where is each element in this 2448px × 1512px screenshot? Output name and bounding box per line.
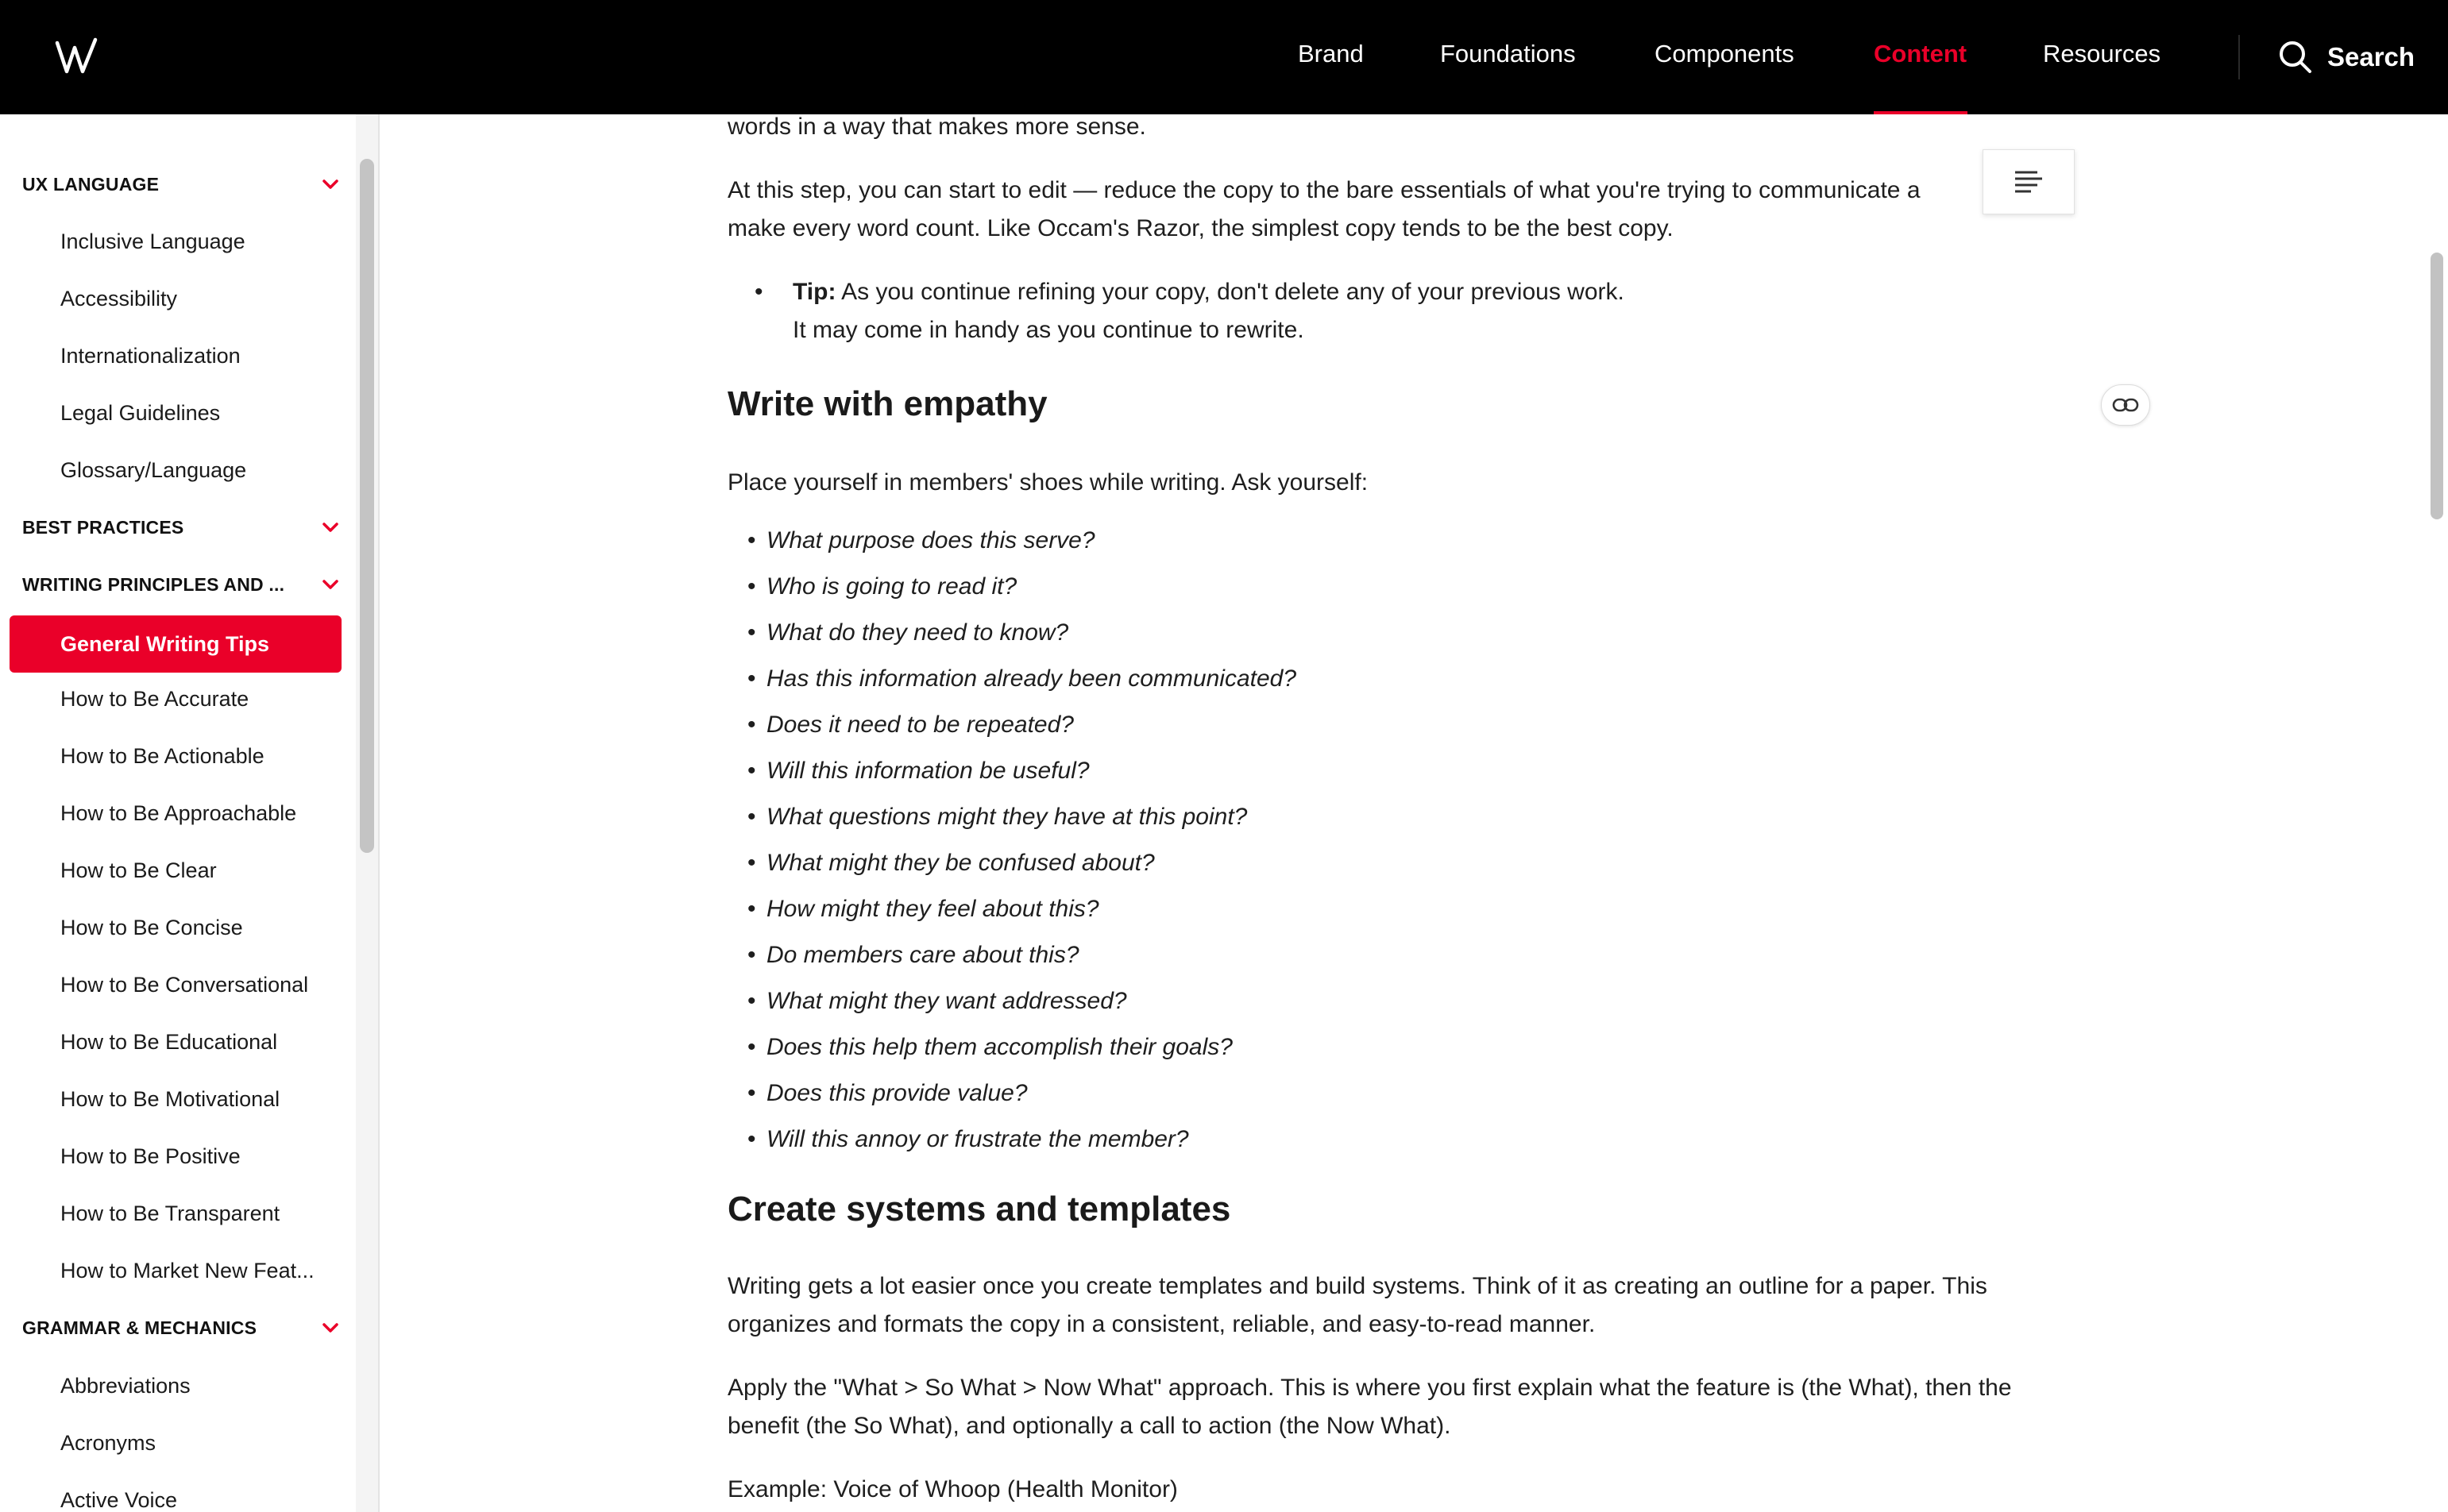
systems-paragraph-line-1: Writing gets a lot easier once you create templates and build systems. Think of it as creating an outline for a paper. This: [728, 1273, 1987, 1299]
heading-create-systems-and-templates: Create systems and templates: [728, 1190, 1231, 1228]
question-item: • Does this help them accomplish their goals?: [747, 1034, 1233, 1060]
page-scrollbar-thumb[interactable]: [2431, 253, 2443, 519]
sidebar-item-how-to-be-transparent[interactable]: How to Be Transparent: [60, 1201, 280, 1225]
nav-brand[interactable]: Brand: [1298, 40, 1364, 68]
intro-paragraph-tail: words in a way that makes more sense.: [728, 114, 1146, 140]
sidebar-section-label: GRAMMAR & MECHANICS: [22, 1317, 257, 1338]
approach-paragraph-line-1: Apply the "What > So What > Now What" approach. This is where you first explain what the feature is (the What), then the: [728, 1375, 2012, 1401]
nav-content[interactable]: Content: [1874, 40, 1967, 68]
nav-components[interactable]: Components: [1655, 40, 1794, 68]
question-item: • How might they feel about this?: [747, 896, 1099, 922]
sidebar-scrollbar-thumb[interactable]: [360, 159, 374, 853]
question-item: • What might they be confused about?: [747, 850, 1155, 876]
sidebar-item-acronyms[interactable]: Acronyms: [60, 1430, 156, 1455]
sidebar-item-inclusive-language[interactable]: Inclusive Language: [60, 229, 245, 253]
systems-paragraph-line-2: organizes and formats the copy in a consistent, reliable, and easy-to-read manner.: [728, 1311, 1596, 1337]
example-label: Example: Voice of Whoop (Health Monitor): [728, 1476, 1178, 1502]
sidebar-item-accessibility[interactable]: Accessibility: [60, 286, 178, 310]
sidebar-item-active-voice[interactable]: Active Voice: [60, 1487, 178, 1512]
sidebar-item-abbreviations[interactable]: Abbreviations: [60, 1373, 191, 1398]
tip-text: As you continue refining your copy, don't delete any of your previous work. It may come in handy as you continue to rewrite.: [793, 279, 1624, 343]
whoop-logo-icon: [54, 35, 105, 79]
sidebar-section-writing-principles[interactable]: [22, 569, 340, 600]
whoop-logo[interactable]: [54, 35, 105, 79]
sidebar-item-general-writing-tips[interactable]: General Writing Tips: [10, 615, 342, 673]
sidebar-item-glossary-language[interactable]: Glossary/Language: [60, 457, 247, 482]
question-item: • Does this provide value?: [747, 1080, 1028, 1106]
sidebar-item-internationalization[interactable]: Internationalization: [60, 343, 241, 368]
sidebar-section-ux-language[interactable]: [22, 168, 340, 200]
main-content: [380, 114, 2424, 1512]
link-icon: [2112, 397, 2139, 413]
sidebar-item-how-to-be-positive[interactable]: How to Be Positive: [60, 1144, 241, 1168]
chevron-down-icon: [321, 178, 340, 191]
search-button[interactable]: [2278, 40, 2415, 75]
edit-paragraph-line-1: At this step, you can start to edit — reduce the copy to the bare essentials of what you're trying to communicate a: [728, 177, 1921, 203]
sidebar-item-how-to-be-educational[interactable]: How to Be Educational: [60, 1029, 278, 1054]
sidebar-section-grammar-mechanics[interactable]: [22, 1312, 340, 1344]
sidebar-item-how-to-be-concise[interactable]: How to Be Concise: [60, 915, 243, 939]
empathy-intro: Place yourself in members' shoes while writing. Ask yourself:: [728, 469, 1369, 496]
sidebar-item-how-to-be-conversational[interactable]: How to Be Conversational: [60, 972, 309, 997]
bullet-dot: •: [755, 279, 763, 305]
question-item: • What might they want addressed?: [747, 988, 1127, 1014]
sidebar-item-how-to-be-actionable[interactable]: How to Be Actionable: [60, 743, 264, 768]
table-of-contents-button[interactable]: [1983, 149, 2075, 214]
sidebar-section-label: UX LANGUAGE: [22, 173, 160, 195]
search-label: Search: [2327, 42, 2415, 71]
toc-lines-icon: [2014, 169, 2044, 195]
sidebar-item-how-to-be-approachable[interactable]: How to Be Approachable: [60, 800, 297, 825]
sidebar-item-how-to-be-motivational[interactable]: How to Be Motivational: [60, 1086, 280, 1111]
sidebar-section-label: BEST PRACTICES: [22, 516, 184, 538]
chevron-down-icon: [321, 1321, 340, 1334]
question-item: • What purpose does this serve?: [747, 527, 1095, 554]
sidebar-item-how-to-market-new-features[interactable]: How to Market New Feat...: [60, 1258, 315, 1282]
nav-divider: [2238, 35, 2240, 79]
question-item: • Will this annoy or frustrate the member?: [747, 1126, 1189, 1152]
chevron-down-icon: [321, 578, 340, 591]
sidebar-item-legal-guidelines[interactable]: Legal Guidelines: [60, 400, 221, 425]
tip-label: Tip:: [793, 279, 836, 305]
top-nav-bar: [0, 0, 2448, 114]
chevron-down-icon: [321, 521, 340, 534]
search-icon: [2278, 40, 2313, 75]
heading-write-with-empathy: Write with empathy: [728, 384, 1048, 423]
sidebar-item-how-to-be-accurate[interactable]: How to Be Accurate: [60, 686, 249, 711]
approach-paragraph-line-2: benefit (the So What), and optionally a call to action (the Now What).: [728, 1413, 1451, 1439]
question-item: • Do members care about this?: [747, 942, 1079, 968]
nav-resources[interactable]: Resources: [2043, 40, 2161, 68]
nav-foundations[interactable]: Foundations: [1440, 40, 1576, 68]
sidebar-section-best-practices[interactable]: [22, 511, 340, 543]
question-item: • Has this information already been communicated?: [747, 665, 1297, 692]
question-item: • Will this information be useful?: [747, 758, 1090, 784]
sidebar: [0, 114, 380, 1512]
sidebar-section-label: WRITING PRINCIPLES AND ...: [22, 573, 285, 595]
tip-bullet: [755, 273, 1639, 349]
copy-heading-link-button[interactable]: [2101, 384, 2150, 426]
question-item: • What do they need to know?: [747, 619, 1069, 646]
sidebar-item-how-to-be-clear[interactable]: How to Be Clear: [60, 858, 217, 882]
question-item: • Does it need to be repeated?: [747, 712, 1074, 738]
edit-paragraph-line-2: make every word count. Like Occam's Razor, the simplest copy tends to be the best copy.: [728, 215, 1674, 241]
question-item: • What questions might they have at this point?: [747, 804, 1248, 830]
question-item: • Who is going to read it?: [747, 573, 1017, 600]
